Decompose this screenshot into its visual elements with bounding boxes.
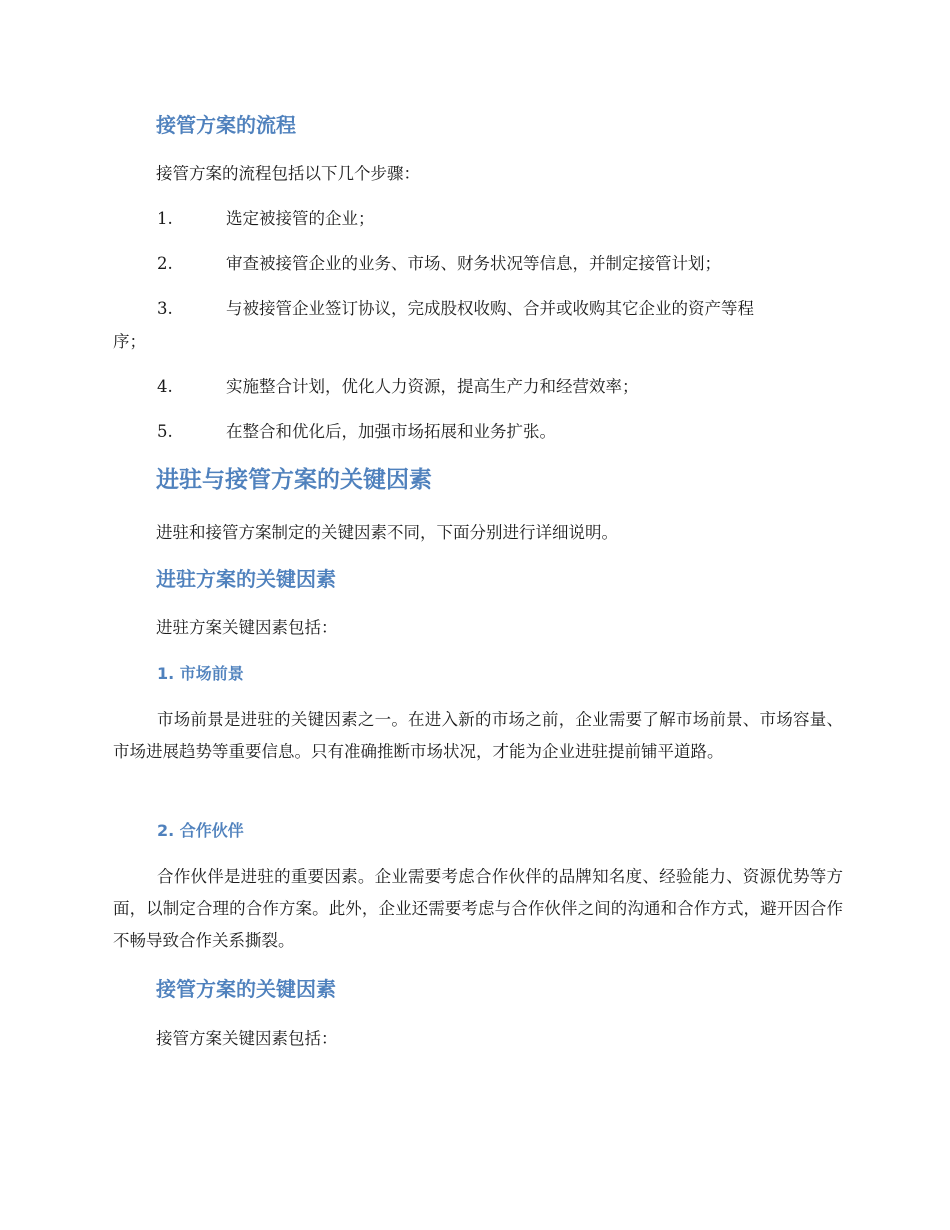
step-text: 在整合和优化后，加强市场拓展和业务扩张。: [226, 422, 556, 441]
section-heading-process: 接管方案的流程: [156, 113, 296, 137]
step-text-continuation: 序；: [113, 332, 146, 351]
step-number: 4.: [157, 377, 173, 396]
step-text: 审查被接管企业的业务、市场、财务状况等信息，并制定接管计划；: [226, 254, 721, 273]
step-number: 1.: [157, 209, 173, 228]
market-paragraph: 市场前景是进驻的关键因素之一。在进入新的市场之前，企业需要了解市场前景、市场容量、市场进展趋势等重要信息。只有准确推断市场状况，才能为企业进驻提前铺平道路。: [113, 710, 843, 761]
subheading-market: 1. 市场前景: [157, 664, 244, 683]
section-heading-key-factors: 进驻与接管方案的关键因素: [156, 467, 432, 493]
step-number: 2.: [157, 254, 173, 273]
step-text: 实施整合计划，优化人力资源，提高生产力和经营效率；: [226, 377, 639, 396]
takeover-intro: 接管方案关键因素包括：: [156, 1029, 338, 1048]
process-intro: 接管方案的流程包括以下几个步骤：: [156, 164, 420, 183]
entry-intro: 进驻方案关键因素包括：: [156, 618, 338, 637]
subheading-partner: 2. 合作伙伴: [157, 821, 244, 840]
step-number: 3.: [157, 299, 173, 318]
step-text: 选定被接管的企业；: [226, 209, 375, 228]
section-heading-takeover: 接管方案的关键因素: [156, 977, 336, 1001]
key-factors-intro: 进驻和接管方案制定的关键因素不同，下面分别进行详细说明。: [156, 523, 618, 542]
section-heading-entry: 进驻方案的关键因素: [156, 567, 336, 591]
step-number: 5.: [157, 422, 173, 441]
step-text: 与被接管企业签订协议，完成股权收购、合并或收购其它企业的资产等程: [226, 299, 754, 318]
partner-paragraph: 合作伙伴是进驻的重要因素。企业需要考虑合作伙伴的品牌知名度、经验能力、资源优势等方面，以制定合理的合作方案。此外，企业还需要考虑与合作伙伴之间的沟通和合作方式，避开因合作不畅导致合作关系撕裂。: [113, 867, 843, 950]
